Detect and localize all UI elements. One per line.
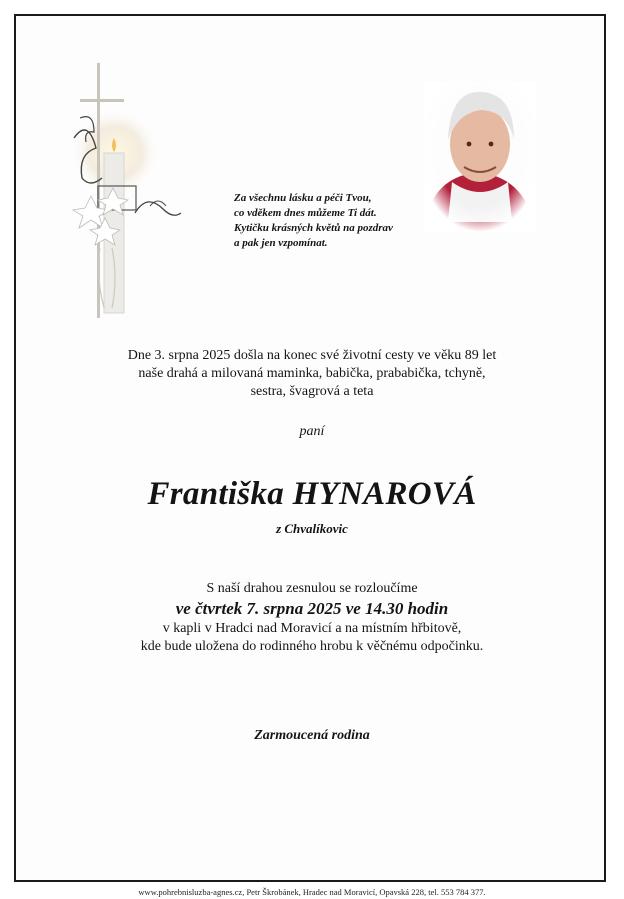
portrait-photo [424,82,536,232]
announcement-line: Dne 3. srpna 2025 došla na konec své životní cesty ve věku 89 let [127,348,497,363]
verse-line: a pak jen vzpomínat. [234,237,328,249]
honorific: paní [299,424,325,439]
verse-line: Kytičku krásných květů na pozdrav [234,222,393,234]
announcement-line: sestra, švagrová a teta [250,384,374,399]
cross-candle-lily-icon [60,58,190,328]
verse-line: Za všechnu lásku a péči Tvou, [234,192,372,204]
deceased-name: Františka HYNAROVÁ [147,476,477,512]
funeral-details [16,580,608,656]
memorial-verse [234,191,434,251]
verse-line: co vděkem dnes můžeme Ti dát. [234,207,377,219]
funeral-datetime: ve čtvrtek 7. srpna 2025 ve 14.30 hodin [175,599,449,618]
death-announcement [16,347,608,401]
deceased-origin: z Chvalíkovic [276,521,348,536]
family-signature: Zarmoucená rodina [254,728,370,743]
funeral-burial: kde bude uložena do rodinného hrobu k věčnému odpočinku. [140,639,484,654]
funeral-service-footer: www.pohrebnisluzba-agnes.cz, Petr Škrobánek, Hradec nad Moravicí, Opavská 228, tel. 553 784 377. [138,887,486,897]
funeral-place: v kapli v Hradci nad Moravicí a na místním hřbitově, [162,621,462,636]
announcement-line: naše drahá a milovaná maminka, babička, prababička, tchyně, [138,366,486,381]
funeral-intro: S naší drahou zesnulou se rozloučíme [206,581,418,596]
